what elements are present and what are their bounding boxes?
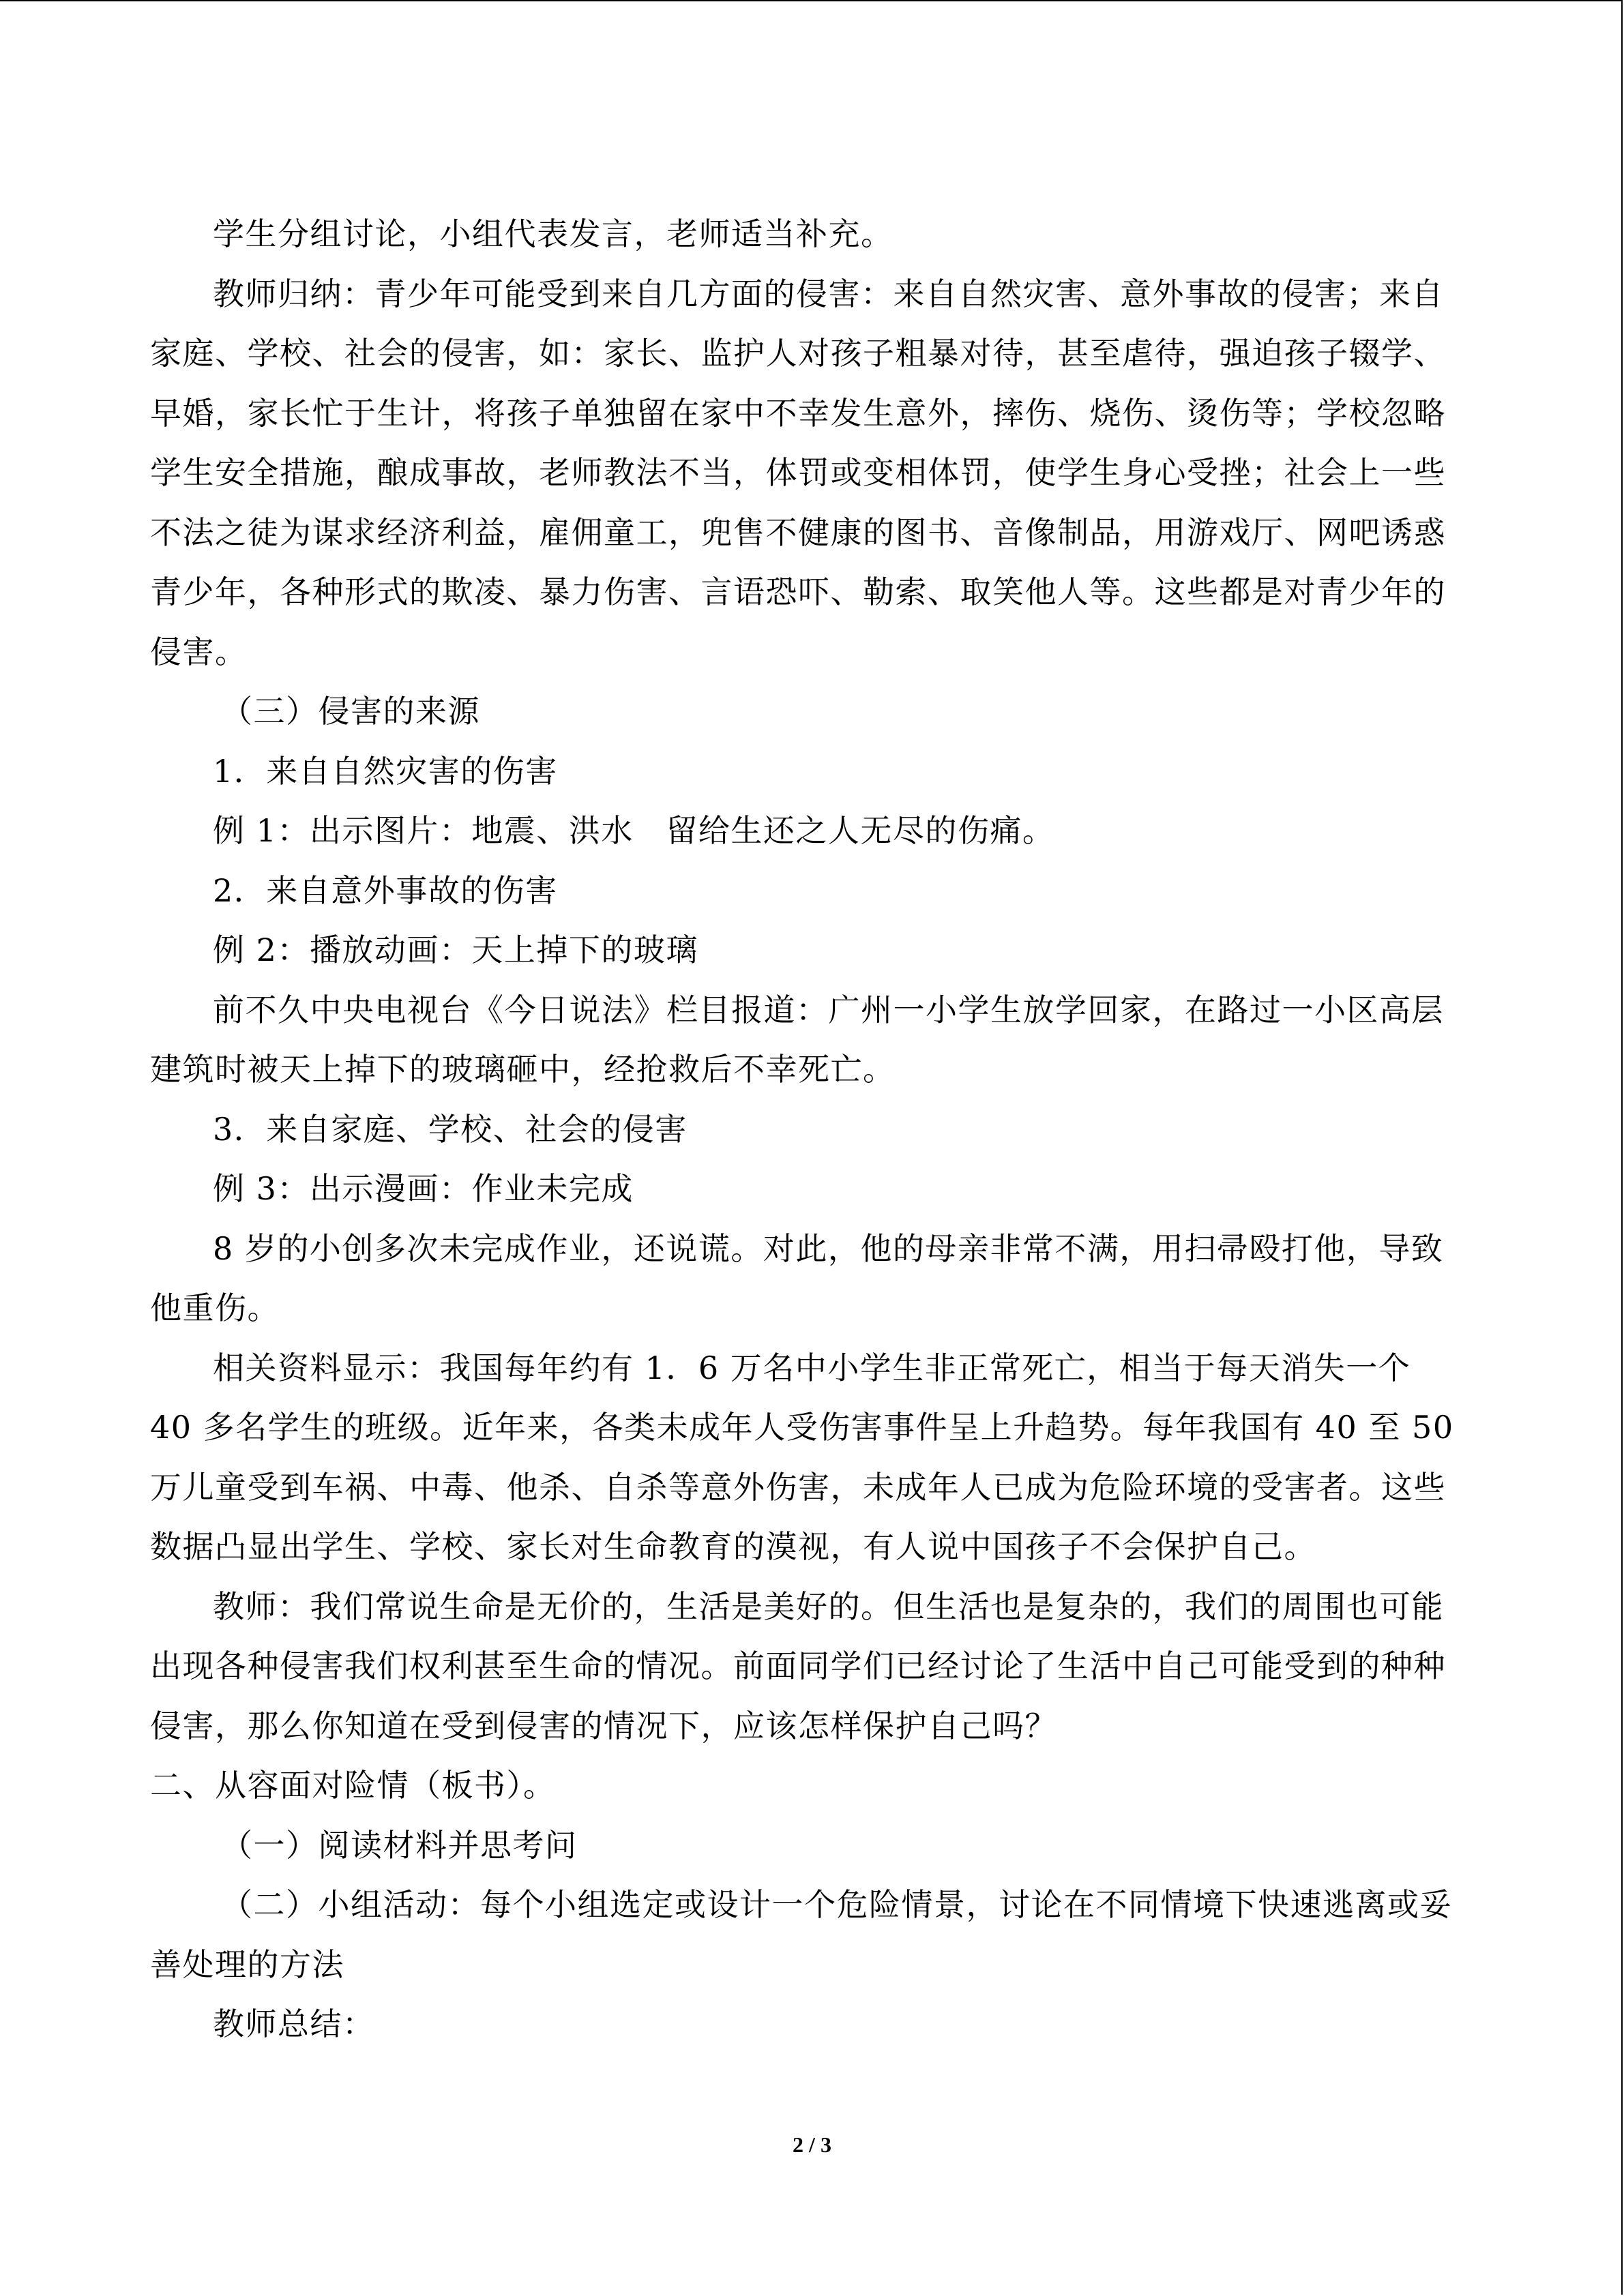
page-number: 2 / 3 xyxy=(793,2132,831,2157)
item-natural-disasters: 1．来自自然灾害的伤害 xyxy=(213,752,558,790)
paragraph-xiaochuang-case: 8 岁的小创多次未完成作业，还说谎。对此，他的母亲非常不满，用扫帚殴打他，导致他重伤。 xyxy=(150,1229,1444,1326)
heading-sources-of-harm: （三）侵害的来源 xyxy=(221,693,480,730)
item-accidents: 2．来自意外事故的伤害 xyxy=(213,871,558,909)
subheading-reading: （一）阅读材料并思考问 xyxy=(221,1826,578,1864)
paragraph-statistics: 相关资料显示：我国每年约有 1．6 万名中小学生非正常死亡，相当于每天消失一个 40 多名学生的班级。近年来，各类未成年人受伤害事件呈上升趋势。每年我国有 40 至 50 万儿童受到车祸、中毒、他杀、自杀等意外伤害，未成年人已成为危险环境的受害者。这些数据凸显出学生、学校、家长对生命教育的漠视，有人说中国孩子不会保护自己。 xyxy=(150,1349,1454,1565)
paragraph-teacher-conclusion: 教师总结： xyxy=(213,2006,375,2042)
document-body xyxy=(150,205,1460,2055)
example-1: 例 1：出示图片：地震、洪水 留给生还之人无尽的伤痛。 xyxy=(213,812,1055,849)
example-2: 例 2：播放动画：天上掉下的玻璃 xyxy=(213,931,698,968)
paragraph-teacher-summary: 教师归纳：青少年可能受到来自几方面的侵害：来自自然灾害、意外事故的侵害；来自家庭、学校、社会的侵害，如：家长、监护人对孩子粗暴对待，甚至虐待，强迫孩子辍学、早婚，家长忙于生计，将孩子单独留在家中不幸发生意外，摔伤、烧伤、烫伤等；学校忽略学生安全措施，酿成事故，老师教法不当，体罚或变相体罚，使学生身心受挫；社会上一些不法之徒为谋求经济利益，雇佣童工，兜售不健康的图书、音像制品，用游戏厅、网吧诱惑青少年，各种形式的欺凌、暴力伤害、言语恐吓、勒索、取笑他人等。这些都是对青少年的侵害。 xyxy=(150,275,1446,670)
paragraph-group-discussion: 学生分组讨论，小组代表发言，老师适当补充。 xyxy=(213,215,894,252)
paragraph-teacher-question: 教师：我们常说生命是无价的，生活是美好的。但生活也是复杂的，我们的周围也可能出现各种侵害我们权利甚至生命的情况。前面同学们已经讨论了生活中自己可能受到的种种侵害，那么你知道在受到侵害的情况下，应该怎样保护自己吗？ xyxy=(150,1587,1446,1744)
paragraph-news-report: 前不久中央电视台《今日说法》栏目报道：广州一小学生放学回家，在路过一小区高层建筑时被天上掉下的玻璃砸中，经抢救后不幸死亡。 xyxy=(150,991,1444,1088)
subheading-group-activity: （二）小组活动：每个小组选定或设计一个危险情景，讨论在不同情境下快速逃离或妥善处理的方法 xyxy=(150,1886,1452,1983)
heading-face-danger: 二、从容面对险情（板书）。 xyxy=(150,1767,556,1804)
example-3: 例 3：出示漫画：作业未完成 xyxy=(213,1170,634,1207)
item-family-school-society: 3．来自家庭、学校、社会的侵害 xyxy=(213,1110,688,1148)
